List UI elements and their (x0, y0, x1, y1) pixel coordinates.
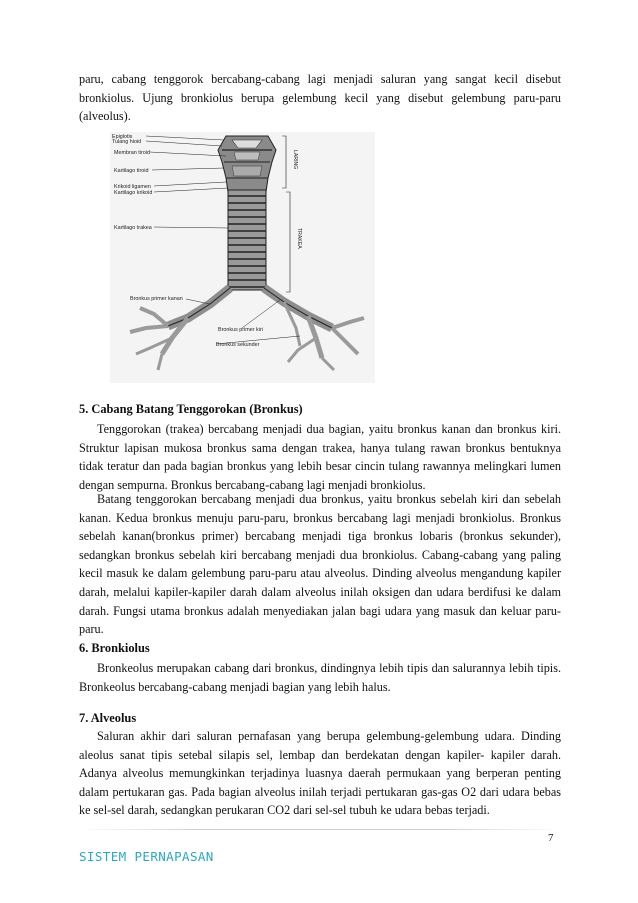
label-bronkus-sekunder: Bronkus sekunder (216, 342, 260, 348)
label-kartilago-tiroid: Kartilago tiroid (114, 168, 149, 174)
section-heading-bronkiolus: 6. Bronkiolus (79, 641, 150, 655)
intro-paragraph: paru, cabang tenggorok bercabang-cabang lagi menjadi saluran yang sangat kecil disebut bronkiolus. Ujung bronkiolus berupa gelembung kecil yang disebut gelembung paru-paru (alveolus). (79, 72, 561, 124)
trachea-shape (228, 190, 266, 290)
label-kartilago-trakea: Kartilago trakea (114, 225, 152, 231)
label-bronkus-primer-kiri: Bronkus primer kiri (218, 327, 263, 333)
section-heading-alveolus: 7. Alveolus (79, 711, 137, 725)
respiratory-tract-diagram (110, 132, 375, 383)
label-laring: LARING (292, 150, 298, 170)
alveolus-paragraph: Saluran akhir dari saluran pernafasan yang berupa gelembung-gelembung udara. Dinding aleolus sanat tipis setebal silapis sel, lembap dan berdekatan dengan kapiler- kapiler darah. Adanya alveolus memungkinkan terjadinya luasnya daerah permukaan yang berperan penting dalam pertukaran gas. Pada bagian alveolus inilah terjadi pertukaran gas-gas O2 dari udara bebas ke sel-sel darah, sedangkan perukaran CO2 dari sel-sel tubuh ke udara bebas terjadi. (79, 729, 561, 818)
footer-title: SISTEM PERNAPASAN (79, 849, 214, 864)
bronkus-paragraph-2: Batang tenggorokan bercabang menjadi dua bronkus, yaitu bronkus sebelah kiri dan sebelah kanan. Kedua bronkus menuju paru-paru, bronkus bercabang lagi menjadi bronkiolus. Bronkus sebelah kanan(bronkus primer) bercabang menjadi tiga bronkus lobaris (bronkus sekunder), sedangkan bronkus sebelah kiri bercabang menjadi dua bronkiolus. Cabang-cabang yang paling kecil masuk ke dalam gelembung paru-paru atau alveolus. Dinding alveolus mengandung kapiler darah, melalui kapiler-kapiler darah dalam alveolus inilah oksigen dan udara berdifusi ke dalam darah. Fungsi utama bronkus adalah menyediakan jalan bagi udara yang masuk dan keluar paru-paru. (79, 492, 561, 637)
bronkus-paragraph-1: Tenggorokan (trakea) bercabang menjadi dua bagian, yaitu bronkus kanan dan bronkus kiri. Struktur lapisan mukosa bronkus sama dengan trakea, hanya tulang rawan bronkus bentuknya tidak teratur dan pada bagian bronkus yang lebih besar cincin tulang rawannya melingkari lumen dengan sempurna. Bronkus bercabang-cabang lagi menjadi bronkiolus. (79, 422, 561, 492)
section-heading-bronkus: 5. Cabang Batang Tenggorokan (Bronkus) (79, 402, 303, 416)
footer-divider (79, 829, 561, 830)
label-kartilago-krikoid: Kartilago krikoid (114, 190, 153, 196)
bronkiolus-paragraph: Bronkeolus merupakan cabang dari bronkus, dindingnya lebih tipis dan salurannya lebih tipis. Bronkeolus bercabang-cabang menjadi bagian yang lebih halus. (79, 661, 561, 694)
label-krikoid-ligamen: Krikoid ligamen (114, 184, 151, 190)
label-trakea: TRAKEA (296, 228, 302, 249)
label-epiglotis: Epiglotis (112, 134, 133, 140)
label-tulang-hioid: Tulang hioid (112, 139, 142, 145)
label-membran-tiroid: Membran tiroid (114, 150, 150, 156)
label-bronkus-primer-kanan: Bronkus primer kanan (130, 296, 183, 302)
larynx-shape (218, 136, 276, 192)
page-number: 7 (548, 832, 554, 844)
trachea-bronchi-illustration (110, 132, 375, 383)
